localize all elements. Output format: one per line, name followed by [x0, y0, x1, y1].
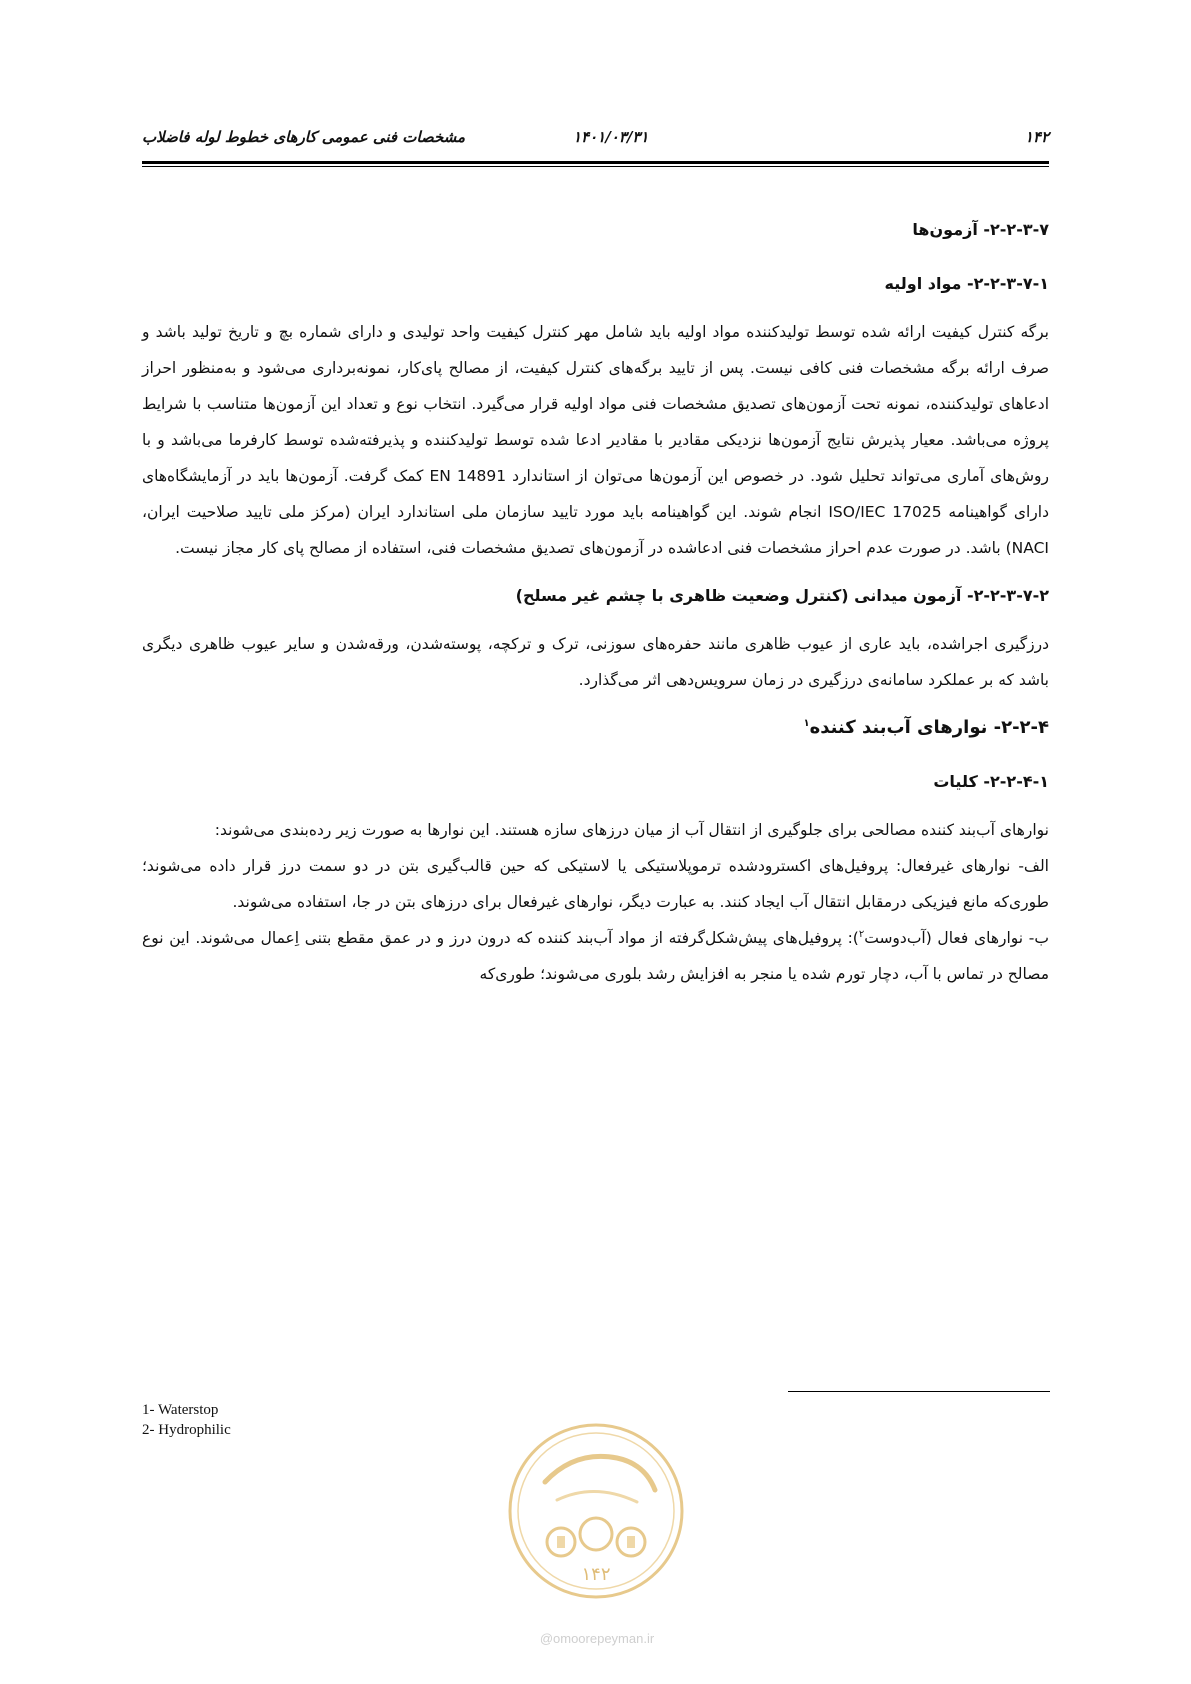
heading-waterstops	[142, 710, 1049, 746]
list-marker-b: ب-	[1028, 929, 1049, 947]
header-date: ۱۴۰۱/۰۳/۳۱	[573, 128, 649, 146]
list-marker-a: الف-	[1018, 857, 1049, 875]
publisher-seal-watermark	[505, 1420, 687, 1602]
footnote-rule	[788, 1391, 1050, 1392]
running-header	[142, 128, 1049, 154]
heading-general: ۲-۲-۴-۱- کلیات	[933, 772, 1049, 791]
heading-tests: ۲-۲-۳-۷- آزمون‌ها	[912, 220, 1049, 239]
watermark-url: @omoorepeyman.ir	[539, 1631, 655, 1646]
footnotes	[142, 1400, 231, 1440]
footnote-1: 1- Waterstop	[142, 1402, 219, 1418]
body-content	[142, 212, 1049, 992]
footnote-ref-2: ۲	[858, 928, 865, 940]
paragraph-raw-materials: برگه کنترل کیفیت ارائه شده توسط تولیدکننده مواد اولیه باید شامل مهر کنترل کیفیت واحد تولیدی و دارای شماره بچ و تاریخ تولید باشد و صرف ارائه برگه مشخصات فنی کافی نیست. پس از تایید برگه‌های کنترل کیفیت، از مصالح پای‌کار، نمونه‌برداری می‌شود و به‌منظور احراز ادعاهای تولیدکننده، نمونه تحت آزمون‌های تصدیق مشخصات فنی مواد اولیه قرار می‌گیرد. انتخاب نوع و تعداد این آزمون‌ها متناسب با شرایط پروژه می‌باشد. معیار پذیرش نتایج آزمون‌ها نزدیکی مقادیر با مقادیر ادعا شده توسط تولیدکننده و پذیرفته‌شده توسط کارفرما می‌باشد و با روش‌های آماری می‌تواند تحلیل شود. در خصوص این آزمون‌ها می‌توان از استاندارد EN 14891 کمک گرفت. آزمون‌ها باید در آزمایشگاه‌های دارای گواهینامه ISO/IEC 17025 انجام شوند. این گواهینامه باید مورد تایید سازمان ملی استاندارد ایران (مرکز ملی تایید صلاحیت ایران، NACI) باشد. در صورت عدم احراز مشخصات فنی ادعاشده در آزمون‌های تصدیق مشخصات فنی، استفاده از مصالح پای کار مجاز نیست.	[142, 323, 1049, 557]
header-rule-thin	[142, 166, 1049, 167]
list-text-a: نوارهای غیرفعال: پروفیل‌های اکسترودشده ترموپلاستیکی یا لاستیکی که حین قالب‌گیری بتن در دو سمت درز قرار داده می‌شوند؛ طوری‌که مانع فیزیکی درمقابل انتقال آب ایجاد کنند. به عبارت دیگر، نوارهای غیرفعال برای درزهای بتن در جا، استفاده می‌شوند.	[142, 857, 1049, 911]
list-item-passive	[142, 848, 1049, 920]
list-item-active	[142, 920, 1049, 992]
list-text-b-1: نوارهای فعال (آب‌دوست	[864, 929, 1024, 947]
heading-raw-materials: ۲-۲-۳-۷-۱- مواد اولیه	[884, 274, 1049, 293]
footnote-2: 2- Hydrophilic	[142, 1422, 231, 1438]
header-rule-thick	[142, 161, 1049, 164]
list-text-b-2: ): پروفیل‌های پیش‌شکل‌گرفته از مواد آب‌بند کننده که درون درز و در عمق مقطع بتنی اِعمال می‌شوند. این نوع مصالح در تماس با آب، دچار تورم شده یا منجر به افزایش رشد بلوری می‌شوند؛ طوری‌که	[142, 929, 1049, 983]
paragraph-general: نوارهای آب‌بند کننده مصالحی برای جلوگیری از انتقال آب از میان درزهای سازه هستند. این نوارها به صورت زیر رده‌بندی می‌شوند:	[214, 821, 1049, 839]
header-title: مشخصات فنی عمومی کارهای خطوط لوله فاضلاب	[142, 128, 466, 146]
heading-field-test: ۲-۲-۳-۷-۲- آزمون میدانی (کنترل وضعیت ظاهری با چشم غیر مسلح)	[515, 586, 1049, 605]
seal-page-number: ۱۴۲	[581, 1564, 611, 1585]
header-page-number: ۱۴۲	[1024, 128, 1049, 146]
paragraph-field-test: درزگیری اجراشده، باید عاری از عیوب ظاهری مانند حفره‌های سوزنی، ترک و ترکچه، پوسته‌شدن، ورقه‌شدن و سایر عیوب ظاهری دیگری باشد که بر عملکرد سامانه‌ی درزگیری در زمان سرویس‌دهی اثر می‌گذارد.	[142, 635, 1049, 689]
footnote-ref-1: ۱	[803, 718, 810, 729]
heading-waterstops-text: ۲-۲-۴- نوارهای آب‌بند کننده	[809, 717, 1049, 738]
